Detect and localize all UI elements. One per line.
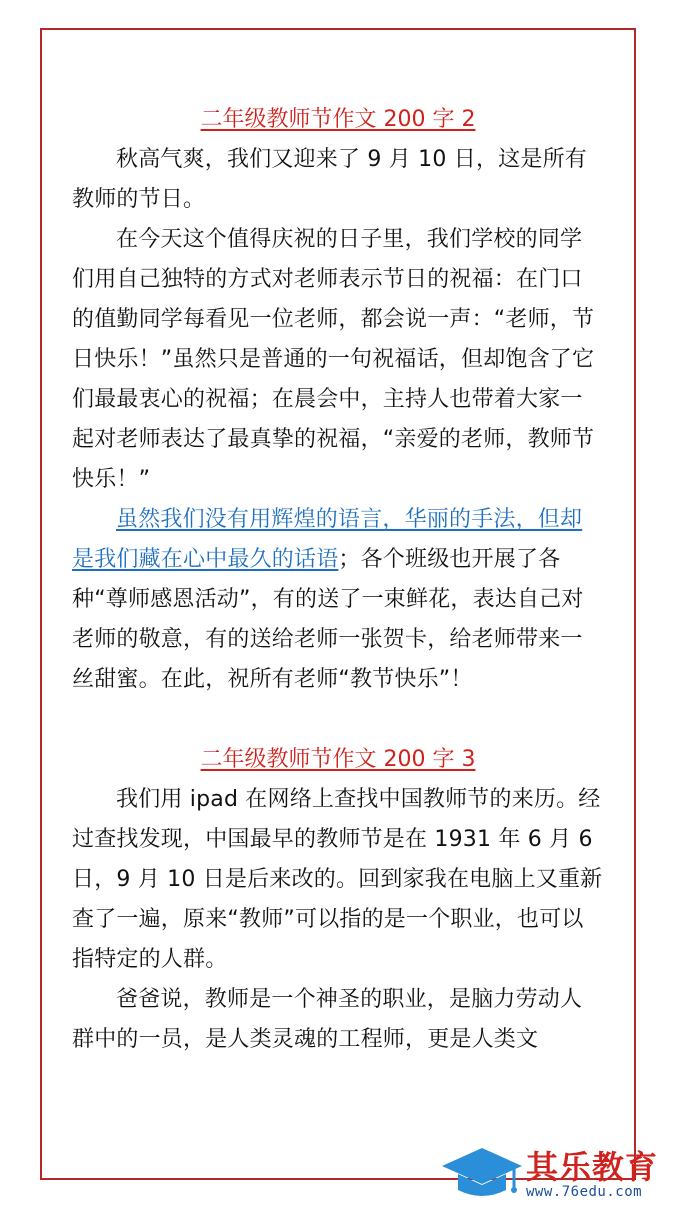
essay-3-paragraph-2: 爸爸说，教师是一个神圣的职业，是脑力劳动人群中的一员，是人类灵魂的工程师，更是人类文 xyxy=(72,987,583,1052)
essay-3-title: 二年级教师节作文 200 字 3 xyxy=(200,747,476,772)
logo-url: www.76edu.com xyxy=(526,1184,643,1200)
essay-2-paragraph-2: 在今天这个值得庆祝的日子里，我们学校的同学们用自己独特的方式对老师表示节日的祝福：在门口的值勤同学每看见一位老师，都会说一声：“老师，节日快乐！”虽然只是普通的一句祝福话，但却饱含了它们最最衷心的祝福；在晨会中，主持人也带着大家一起对老师表达了最真挚的祝福，“亲爱的老师，教师节快乐！” xyxy=(72,227,595,492)
essay-2-paragraph-3-rest: ；各个班级也开展了各种“尊师感恩活动”，有的送了一束鲜花，表达自己对老师的敬意，有的送给老师一张贺卡，给老师带来一丝甜蜜。在此，祝所有老师“教节快乐”！ xyxy=(72,547,584,692)
essay-3-paragraph-1: 我们用 ipad 在网络上查找中国教师节的来历。经过查找发现，中国最早的教师节是在 1931 年 6 月 6 日，9 月 10 日是后来改的。回到家我在电脑上又重新查了一遍，原来“教师”可以指的是一个职业，也可以指特定的人群。 xyxy=(72,787,603,972)
essay-2-title: 二年级教师节作文 200 字 2 xyxy=(200,107,476,132)
graduation-cap-icon xyxy=(438,1144,524,1200)
highlighted-link[interactable]: 虽然我们没有用辉煌的语言，华丽的手法，但却是我们藏在心中最久的话语 xyxy=(72,507,583,572)
site-logo[interactable] xyxy=(438,1140,678,1205)
essay-2-paragraph-1: 秋高气爽，我们又迎来了 9 月 10 日，这是所有教师的节日。 xyxy=(72,147,587,212)
section-gap xyxy=(72,700,604,740)
document-body xyxy=(72,100,604,1060)
logo-name: 其乐教育 xyxy=(526,1148,659,1186)
essay-2-paragraph-3 xyxy=(72,500,604,700)
